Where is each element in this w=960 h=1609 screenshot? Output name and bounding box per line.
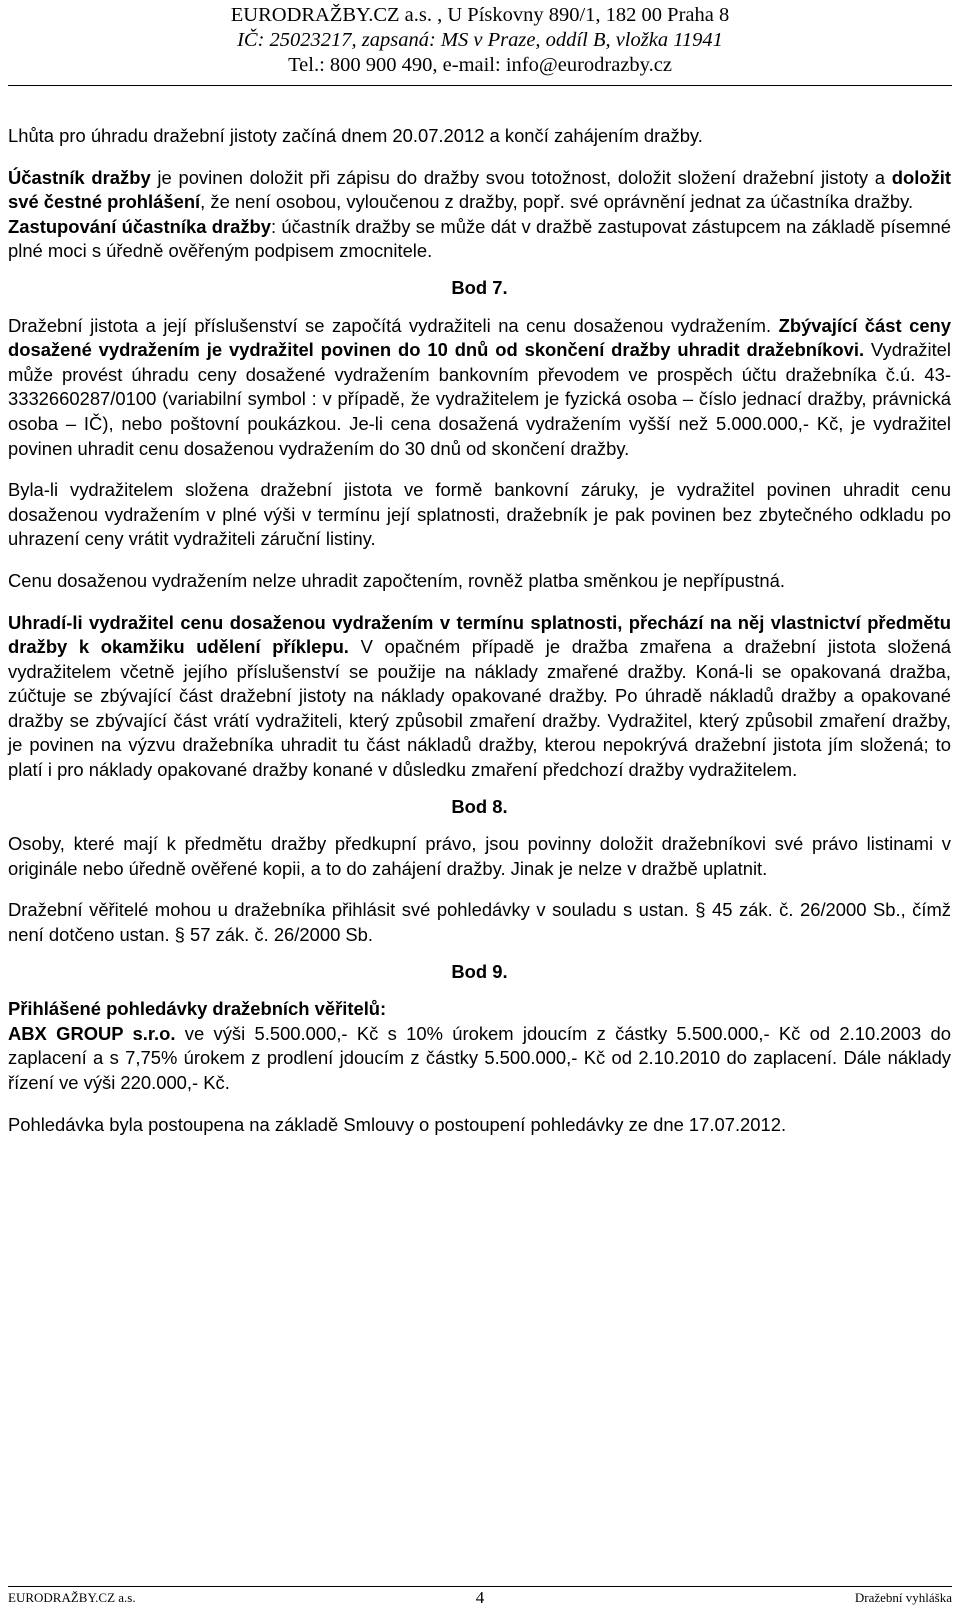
document-header	[0, 0, 960, 78]
header-company-line: EURODRAŽBY.CZ a.s. , U Pískovny 890/1, 182 00 Praha 8	[230, 4, 730, 26]
document-footer	[8, 1586, 952, 1607]
section-heading-bod9: Bod 9.	[451, 960, 508, 982]
header-registration-line: IČ: 25023217, zapsaná: MS v Praze, oddíl B, vložka 11941	[237, 29, 723, 51]
section-heading-bod7: Bod 7.	[451, 276, 508, 298]
paragraph-representation: Zastupování účastníka dražby: účastník dražby se může dát v dražbě zastupovat zástupcem na základě písemné plné moci s úředně ověřeným podpisem zmocnitele.	[8, 215, 951, 262]
paragraph-payment: Dražební jistota a její příslušenství se započítá vydražiteli na cenu dosaženou vydražením. Zbývající část ceny dosažené vydražením je vydražitel povinen do 10 dnů od skončení dražby uhradit dražebníkovi. Vydražitel může provést úhradu ceny dosažené vydražením bankovním převodem ve prospěch účtu dražebníka č.ú. 43-3332660287/0100 (variabilní symbol : v případě, že vydražitelem je fyzická osoba – číslo jednací dražby, právnická osoba – IČ), nebo poštovní poukázkou. Je-li cena dosažená vydražením vyšší než 5.000.000,- Kč, je vydražitel povinen uhradit cenu dosaženou vydražením do 30 dnů od skončení dražby.	[8, 314, 952, 459]
paragraph-bank-guarantee: Byla-li vydražitelem složena dražební jistota ve formě bankovní záruky, je vydražitel povinen uhradit cenu dosaženou vydražením v plné výši v termínu její splatnosti, dražebník je pak povinen bez zbytečného odkladu po uhrazení ceny vrátit vydražiteli záruční listiny.	[8, 479, 951, 550]
declaration-emphasis: doložit své čestné prohlášení	[8, 166, 952, 213]
header-contact-line: Tel.: 800 900 490, e-mail: info@eurodrazby.cz	[288, 54, 672, 76]
header-divider	[8, 85, 952, 86]
section-heading-bod8: Bod 8.	[451, 795, 508, 817]
footer-company: EURODRAŽBY.CZ a.s.	[8, 1590, 136, 1605]
paragraph-preemption: Osoby, které mají k předmětu dražby předkupní právo, jsou povinny doložit dražebníkovi své právo listinami v originále nebo úředně ověřené kopii, a to do zahájení dražby. Jinak je nelze v dražbě uplatnit.	[8, 833, 951, 879]
creditor-name: ABX GROUP s.r.o.	[8, 1022, 176, 1044]
participant-heading: Účastník dražby	[8, 166, 151, 188]
ownership-emphasis: Uhradí-li vydražitel cenu dosaženou vydražením v termínu splatnosti, přechází na něj vlastnictví předmětu dražby k okamžiku udělení příklepu.	[8, 611, 951, 658]
footer-document-title: Dražební vyhláška	[854, 1590, 952, 1605]
paragraph-deadline: Lhůta pro úhradu dražební jistoty začíná dnem 20.07.2012 a končí zahájením dražby.	[8, 125, 703, 146]
paragraph-ownership: Uhradí-li vydražitel cenu dosaženou vydražením v termínu splatnosti, přechází na něj vlastnictví předmětu dražby k okamžiku udělení příklepu. V opačném případě je dražba zmařena a dražební jistota složená vydražitelem včetně jejího příslušenství se použije na náklady zmařené dražby. Koná-li se opakovaná dražba, zúčtuje se zbývající část dražební jistoty na náklady opakované dražby. Po úhradě nákladů dražby a opakované dražby se zbývající část vrátí vydražiteli, který způsobil zmaření dražby. Vydražitel, který způsobil zmaření dražby, je povinen na výzvu dražebníka uhradit tu část nákladů dražby, kterou nepokrývá dražební jistota jím složená; to platí i pro náklady opakované dražby konané v důsledku zmaření předchozí dražby vydražitelem.	[8, 611, 951, 781]
document-body	[8, 124, 951, 1137]
claims-heading: Přihlášené pohledávky dražebních věřitelů:	[8, 998, 387, 1020]
payment-emphasis: Zbývající část ceny dosažené vydražením je vydražitel povinen do 10 dnů od skončení dražby uhradit dražebníkovi.	[8, 314, 952, 361]
page-number: 4	[475, 1588, 485, 1607]
paragraph-claims: Přihlášené pohledávky dražebních věřitelů: ABX GROUP s.r.o. ve výši 5.500.000,- Kč s 10% úrokem jdoucím z částky 5.500.000,- Kč od 2.10.2003 do zaplacení a s 7,75% úrokem z prodlení jdoucím z částky 5.500.000,- Kč od 2.10.2010 do zaplacení. Dále náklady řízení ve výši 220.000,- Kč.	[8, 998, 951, 1093]
paragraph-assignment: Pohledávka byla postoupena na základě Smlouvy o postoupení pohledávky ze dne 17.07.2012.	[8, 1113, 787, 1135]
paragraph-participant: Účastník dražby je povinen doložit při zápisu do dražby svou totožnost, doložit složení dražební jistoty a doložit své čestné prohlášení, že není osobou, vyloučenou z dražby, popř. své oprávnění jednat za účastníka dražby.	[8, 166, 952, 213]
representation-heading: Zastupování účastníka dražby	[8, 215, 272, 237]
paragraph-creditors: Dražební věřitelé mohou u dražebníka přihlásit své pohledávky v souladu s ustan. § 45 zák. č. 26/2000 Sb., čímž není dotčeno ustan. § 57 zák. č. 26/2000 Sb.	[8, 899, 951, 946]
paragraph-no-offset: Cenu dosaženou vydražením nelze uhradit započtením, rovněž platba směnkou je nepřípustná.	[8, 569, 785, 591]
